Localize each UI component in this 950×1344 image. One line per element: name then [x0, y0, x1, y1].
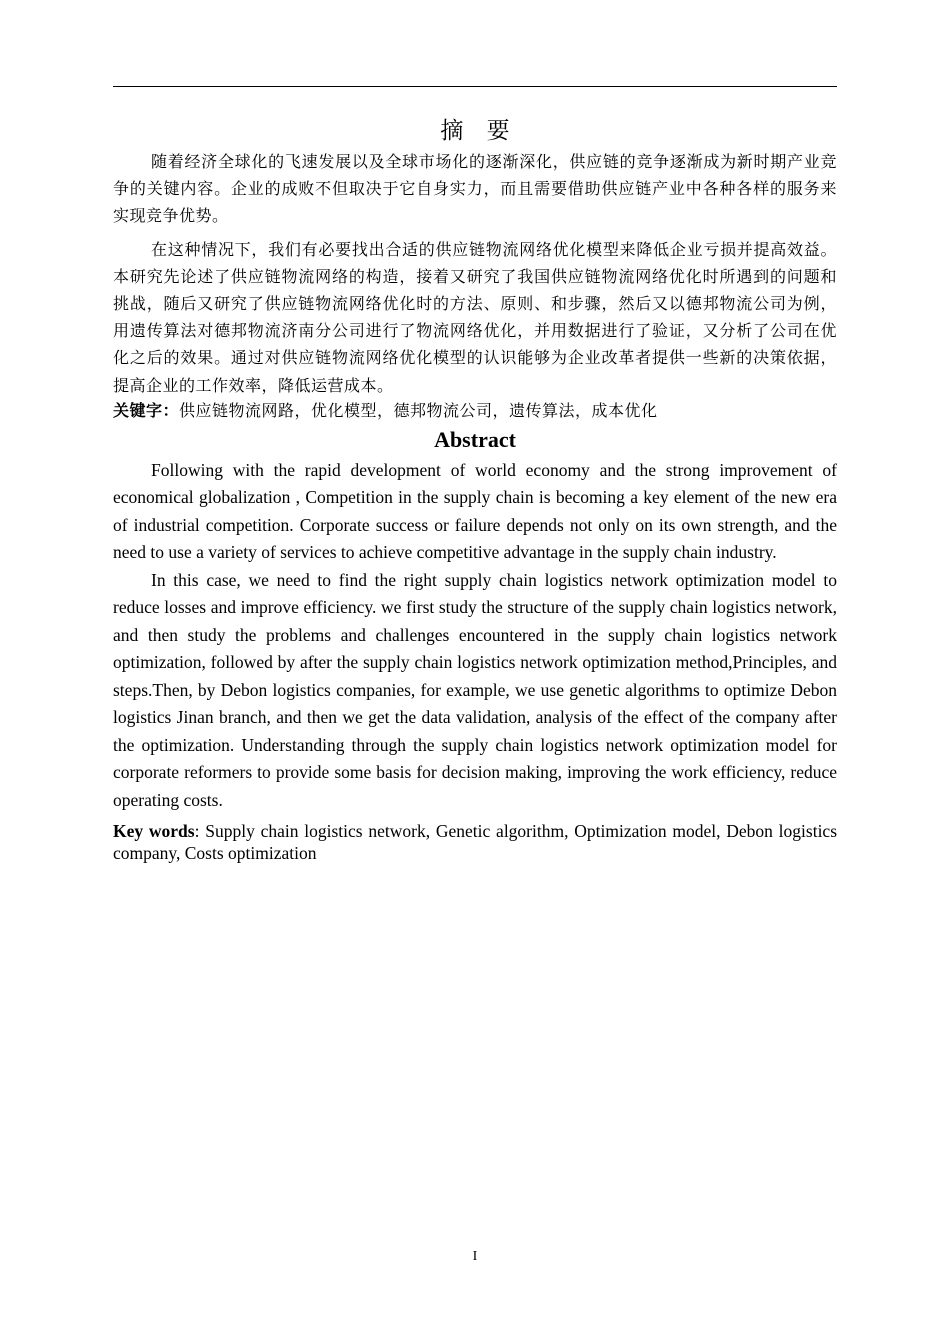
english-keywords-label: Key words [113, 821, 195, 842]
chinese-abstract-title: 摘 要 [440, 118, 518, 144]
english-keywords [113, 820, 837, 864]
chinese-abstract-paragraph-2: 在这种情况下，我们有必要找出合适的供应链物流网络优化模型来降低企业亏损并提高效益。本研究先论述了供应链物流网络的构造，接着又研究了我国供应链物流网络优化时所遇到的问题和挑战，随后又研究了供应链物流网络优化时的方法、原则、和步骤，然后又以德邦物流公司为例，用遗传算法对德邦物流济南分公司进行了物流网络优化，并用数据进行了验证，又分析了公司在优化之后的效果。通过对供应链物流网络优化模型的认识能够为企业改革者提供一些新的决策依据，提高企业的工作效率，降低运营成本。 [113, 239, 837, 395]
english-abstract-paragraph-1: Following with the rapid development of world economy and the strong improvement of economical globalization , Competition in the supply chain is becoming a key element of the new era of industrial competition. Corporate success or failure depends not only on its own strength, and the need to use a variety of services to achieve competitive advantage in the supply chain industry. [113, 459, 837, 563]
chinese-keywords-label: 关键字： [113, 400, 180, 420]
english-keywords-text: : Supply chain logistics network, Genetic algorithm, Optimization model, Debon logistics company, Costs optimization [113, 821, 838, 864]
english-abstract-title: Abstract [434, 426, 516, 452]
english-abstract-paragraph-2: In this case, we need to find the right supply chain logistics network optimization model to reduce losses and improve efficiency. we first study the structure of the supply chain logistics network, and then study the problems and challenges encountered in the supply chain logistics network optimization, followed by after the supply chain logistics network optimization method,Principles, and steps.Then, by Debon logistics companies, for example, we use genetic algorithms to optimize Debon logistics Jinan branch, and then we get the data validation, analysis of the effect of the company after the optimization. Understanding through the supply chain logistics network optimization model for corporate reformers to provide some basis for decision making, improving the work efficiency, reduce operating costs. [113, 569, 837, 810]
page-number: I [472, 1249, 478, 1264]
header-rule [113, 86, 837, 87]
chinese-abstract-paragraph-1: 随着经济全球化的飞速发展以及全球市场化的逐渐深化，供应链的竞争逐渐成为新时期产业竞争的关键内容。企业的成败不但取决于它自身实力，而且需要借助供应链产业中各种各样的服务来实现竞争优势。 [113, 152, 837, 226]
abstract-page [113, 114, 837, 864]
chinese-keywords-text: 供应链物流网路，优化模型，德邦物流公司，遗传算法，成本优化 [179, 400, 658, 420]
chinese-keywords [113, 399, 837, 423]
